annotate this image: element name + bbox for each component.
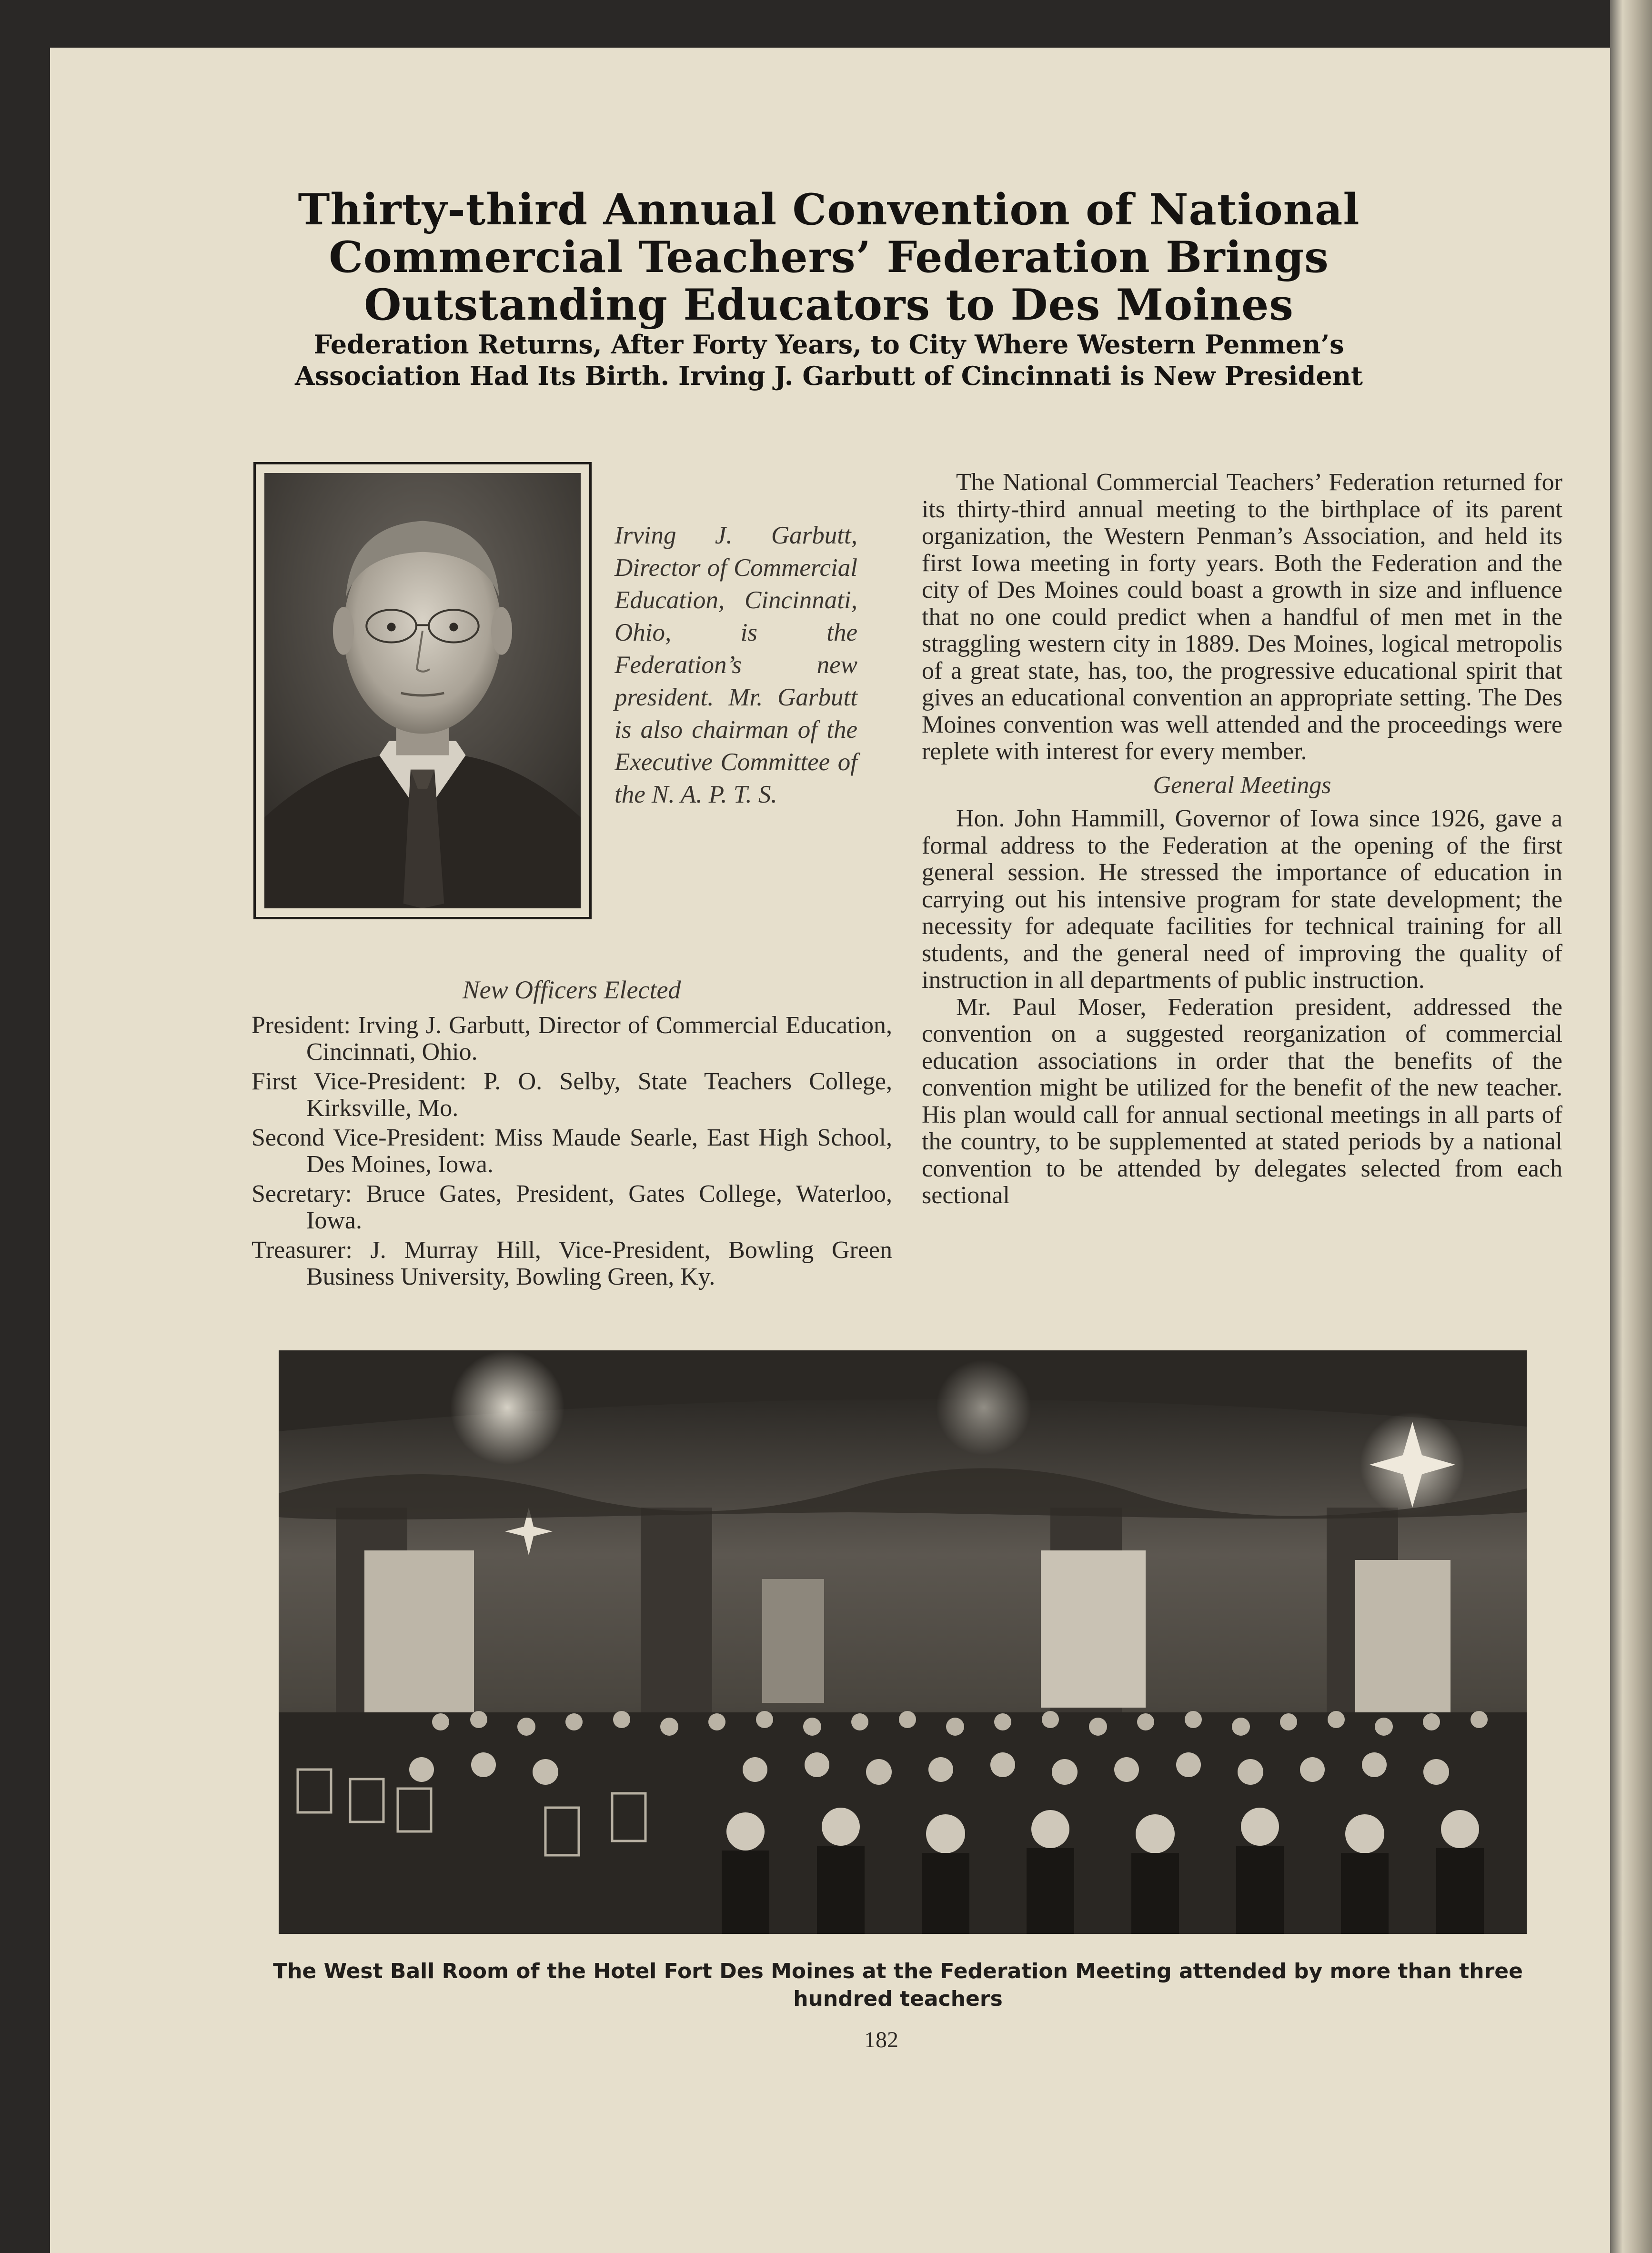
photo-caption: The West Ball Room of the Hotel Fort Des Moines at the Federation Meeting attended by more than three hundred teachers — [273, 1959, 1523, 2011]
ballroom-image — [279, 1350, 1527, 1934]
article-body — [922, 469, 1562, 1209]
book-spine-edge — [1610, 0, 1652, 2253]
article-title: Thirty-third Annual Convention of National Commercial Teachers’ Federation Brings Outstanding Educators to Des Moines — [298, 184, 1360, 330]
intro-paragraph: The National Commercial Teachers’ Federation returned for its thirty-third annual meeting to the birthplace of its parent organization, the Western Penman’s Association, and held its first Iowa meeting in forty years. Both the Federation and the city of Des Moines could boast a growth in size and influence that no one could predict when a handful of men met in the straggling western city in 1889. Des Moines, logical metropolis of a great state, has, too, the progressive educational spirit that gives an educational convention an appropriate setting. The Des Moines convention was well attended and the proceedings were replete with interest for every member. — [922, 469, 1562, 765]
officer-treasurer: Treasurer: J. Murray Hill, Vice-President, Bowling Green Business University, Bowling Green, Ky. — [252, 1237, 892, 1290]
portrait-image — [264, 473, 581, 908]
section-heading-general-meetings: General Meetings — [1153, 771, 1331, 799]
body-paragraph-governor: Hon. John Hammill, Governor of Iowa since 1926, gave a formal address to the Federation at the opening of the first general session. He stressed the importance of education in carrying out his intensive program for state development; the necessity for adequate facilities for technical training for all students, and the general need of improving the quality of instruction in all departments of public instruction. — [922, 805, 1562, 994]
officer-president: President: Irving J. Garbutt, Director of Commercial Education, Cincinnati, Ohio. — [252, 1012, 892, 1066]
portrait-photo — [253, 462, 592, 919]
portrait-caption: Irving J. Garbutt, Director of Commercial Education, Cincinnati, Ohio, is the Federation’s new president. Mr. Garbutt is also chairman of the Executive Committee of the N. A. P. T. S. — [614, 522, 857, 808]
officer-secretary: Secretary: Bruce Gates, President, Gates College, Waterloo, Iowa. — [252, 1180, 892, 1234]
officers-list — [252, 1012, 892, 1293]
page-number: 182 — [864, 2027, 898, 2052]
body-paragraph-moser: Mr. Paul Moser, Federation president, addressed the convention on a suggested reorganization of commercial education associations in order that the benefits of the convention might be utilized for the benefit of the new teacher. His plan would call for annual sectional meetings in all parts of the country, to be supplemented at stated periods by a national convention to be attended by delegates selected from each sectional — [922, 993, 1562, 1209]
article-subtitle: Federation Returns, After Forty Years, to City Where Western Penmen’s Association Had Its Birth. Irving J. Garbutt of Cincinnati is New President — [295, 329, 1363, 391]
officer-first-vice-president: First Vice-President: P. O. Selby, State Teachers College, Kirksville, Mo. — [252, 1068, 892, 1122]
officers-heading: New Officers Elected — [462, 976, 681, 1004]
officer-second-vice-president: Second Vice-President: Miss Maude Searle, East High School, Des Moines, Iowa. — [252, 1124, 892, 1178]
ballroom-photo — [279, 1350, 1527, 1934]
